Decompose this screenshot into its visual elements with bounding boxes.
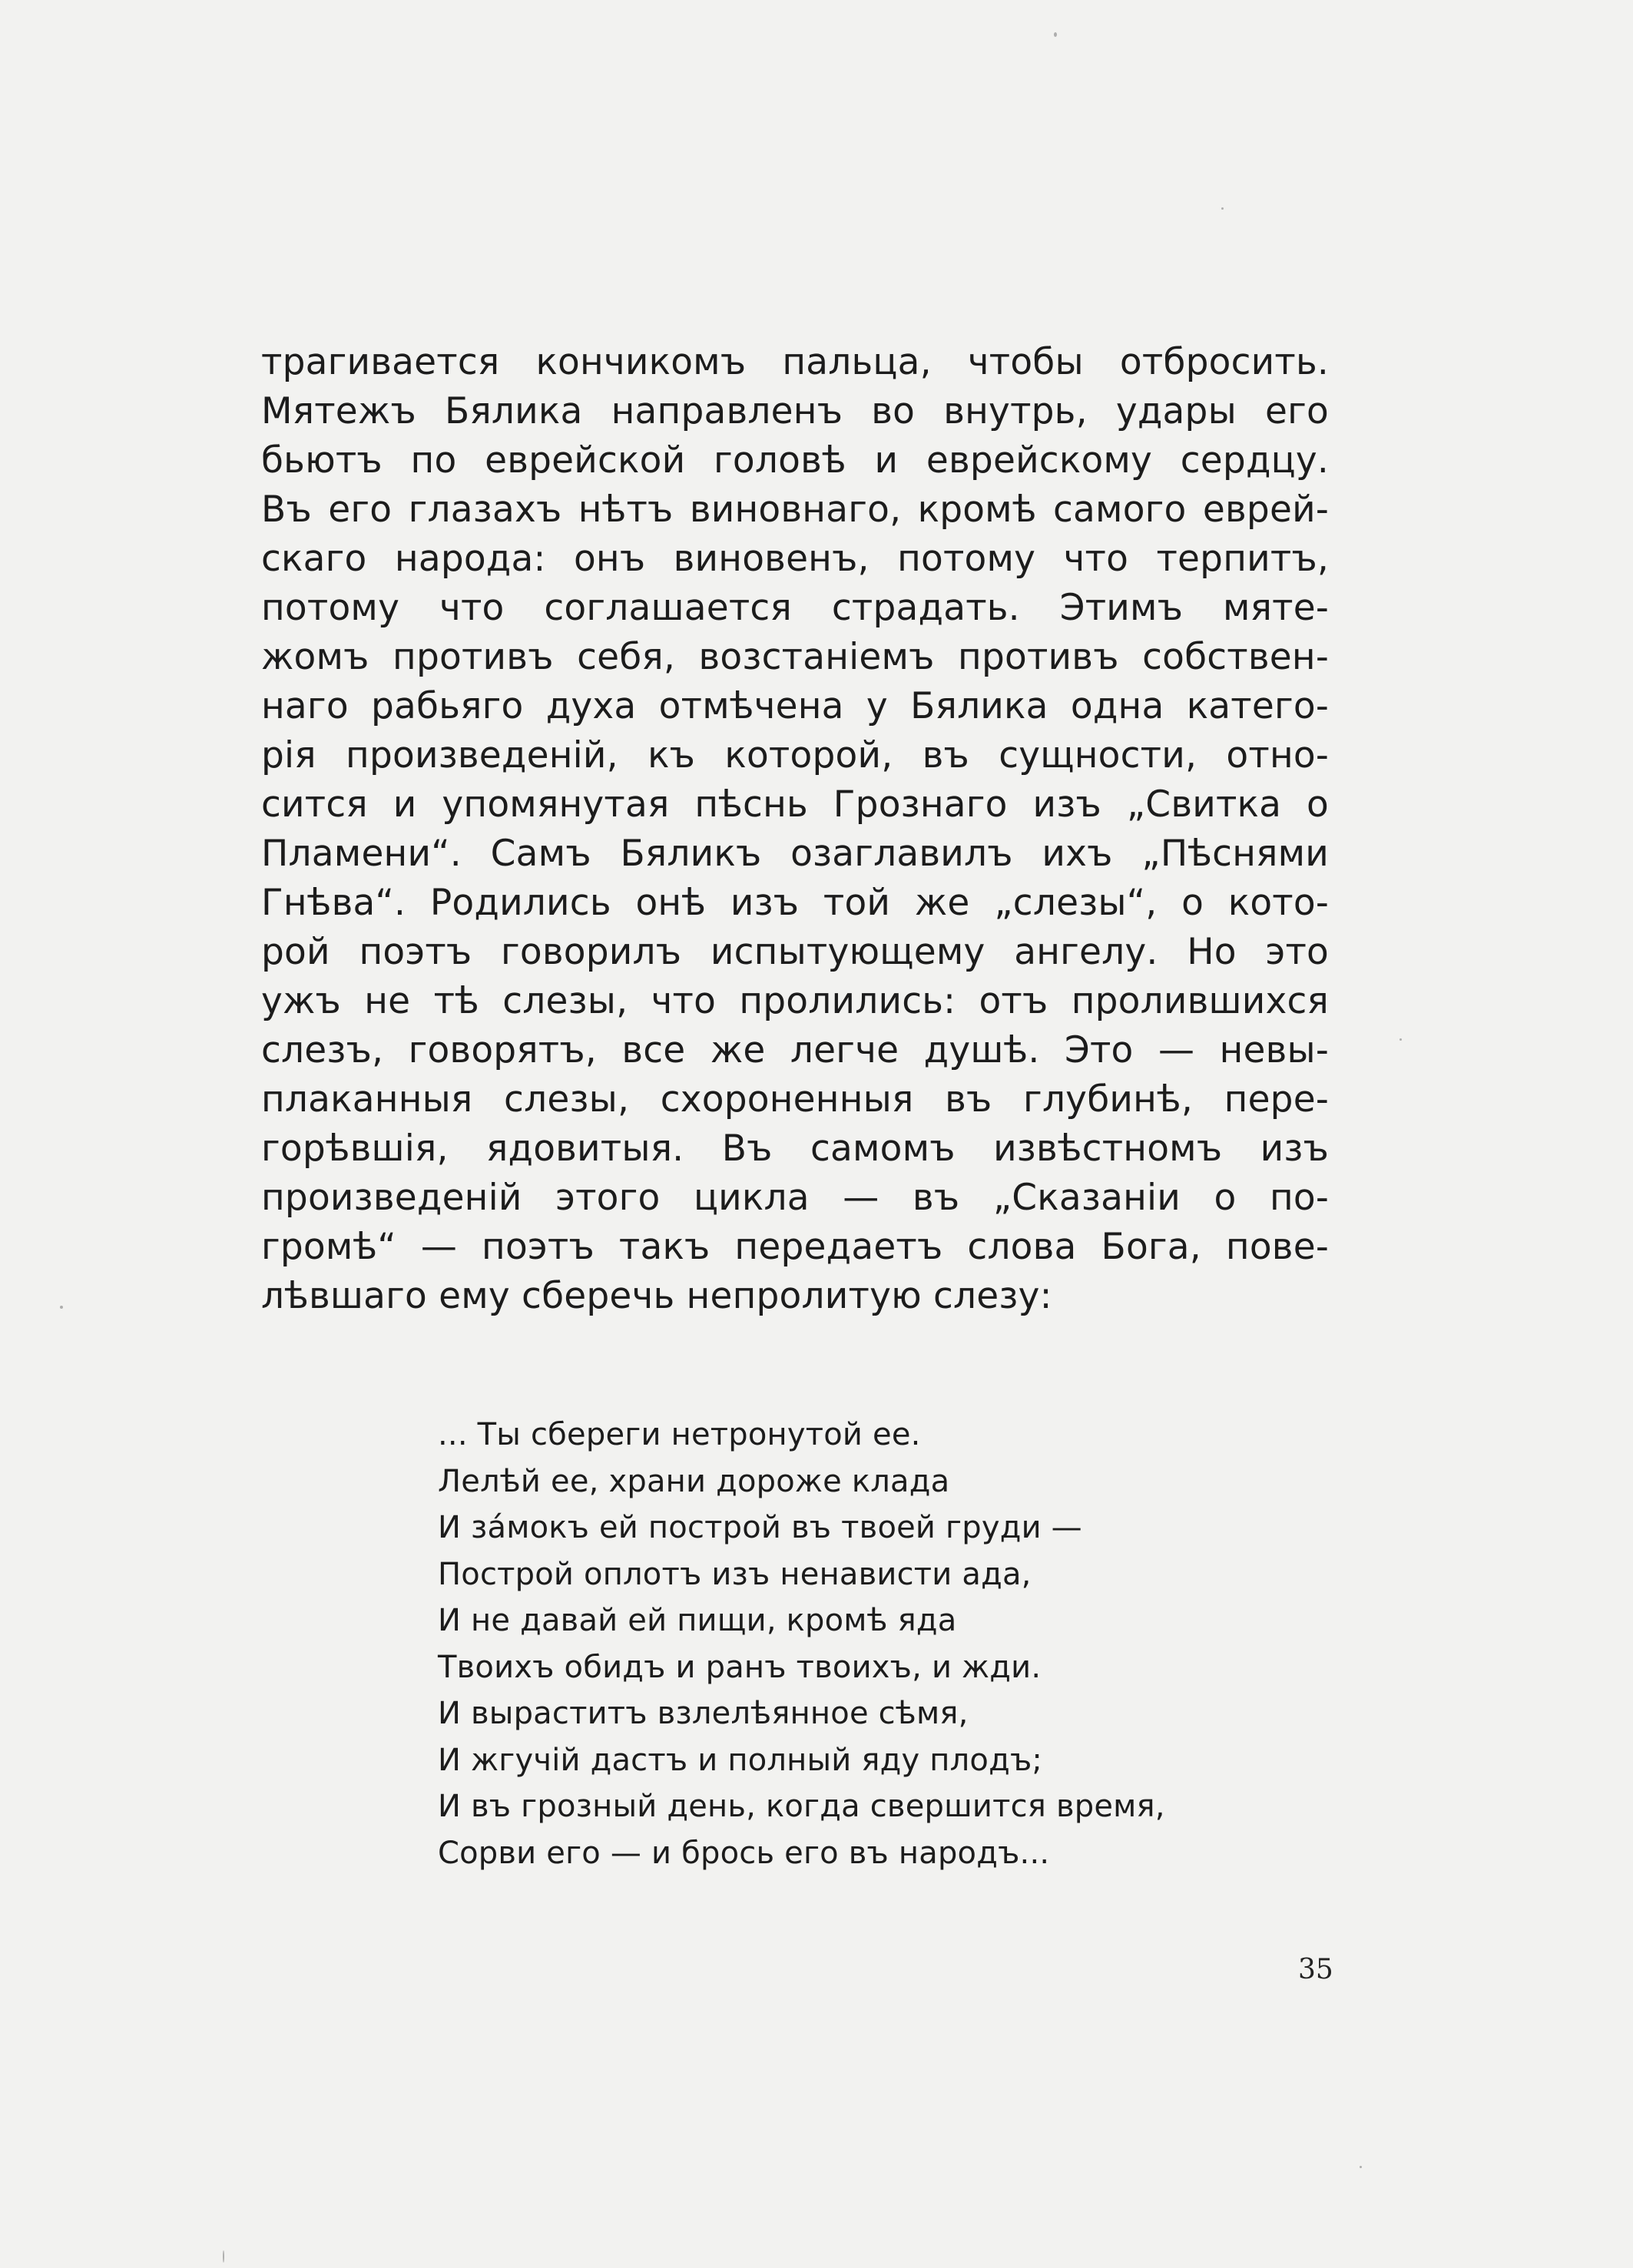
poem-line: И въ грозный день, когда свершится время, [438,1789,1165,1824]
prose-line: слезъ, говорятъ, все же легче душѣ. Это — невы- [261,1029,1329,1071]
paper-speck [223,2250,224,2263]
poem-line: Построй оплотъ изъ ненависти ада, [438,1556,1032,1592]
paper-speck [1221,207,1224,210]
prose-line: громѣ“ — поэтъ такъ передаетъ слова Бога, пове- [261,1226,1329,1268]
prose-line: ужъ не тѣ слезы, что пролились: отъ пролившихся [261,980,1329,1022]
prose-line: плаканныя слезы, схороненныя въ глубинѣ, пере- [261,1078,1329,1121]
prose-line: произведеній этого цикла — въ „Сказаніи о по- [261,1177,1329,1219]
poem-line: Лелѣй ее, храни дороже клада [438,1463,950,1499]
prose-line: скаго народа: онъ виновенъ, потому что терпитъ, [261,538,1329,580]
paper-speck [1399,1038,1402,1041]
prose-line: трагивается кончикомъ пальца, чтобы отбросить. [261,341,1329,383]
prose-line: сится и упомянутая пѣснь Грознаго изъ „Свитка о [261,783,1329,826]
poem-line: И зáмокъ ей построй въ твоей груди — [438,1510,1082,1545]
paper-speck [60,1306,63,1309]
prose-line: наго рабьяго духа отмѣчена у Бялика одна катего- [261,685,1329,727]
poem-line: Сорви его — и брось его въ народъ... [438,1835,1050,1871]
prose-line: жомъ противъ себя, возстаніемъ противъ собствен- [261,636,1329,678]
prose-line: рія произведеній, къ которой, въ сущности, отно- [261,734,1329,776]
prose-line: горѣвшія, ядовитыя. Въ самомъ извѣстномъ изъ [261,1127,1329,1170]
prose-line: бьютъ по еврейской головѣ и еврейскому сердцу. [261,439,1329,482]
prose-line: лѣвшаго ему сберечь непролитую слезу: [261,1275,1052,1317]
prose-line: Мятежъ Бялика направленъ во внутрь, удары его [261,390,1329,432]
poem-line: ... Ты сбереги нетронутой ее. [438,1417,921,1452]
prose-line: потому что соглашается страдать. Этимъ мяте- [261,587,1329,629]
poem-block [438,1412,1283,1876]
prose-line: Въ его глазахъ нѣтъ виновнаго, кромѣ самого еврей- [261,488,1329,531]
prose-line: Пламени“. Самъ Бяликъ озаглавилъ ихъ „Пѣснями [261,833,1329,875]
paper-speck [1054,32,1057,37]
prose-line: Гнѣва“. Родились онѣ изъ той же „слезы“, о кото- [261,882,1329,924]
poem-line: И выраститъ взлелѣянное сѣмя, [438,1696,969,1731]
paper-speck [1360,2166,1362,2168]
page-number: 35 [1298,1954,1333,1985]
prose-block [261,338,1329,1321]
poem-line: Твоихъ обидъ и ранъ твоихъ, и жди. [438,1649,1042,1685]
poem-line: И жгучій дастъ и полный яду плодъ; [438,1742,1043,1778]
poem-line: И не давай ей пищи, кромѣ яда [438,1603,957,1638]
prose-line: рой поэтъ говорилъ испытующему ангелу. Но это [261,931,1329,973]
